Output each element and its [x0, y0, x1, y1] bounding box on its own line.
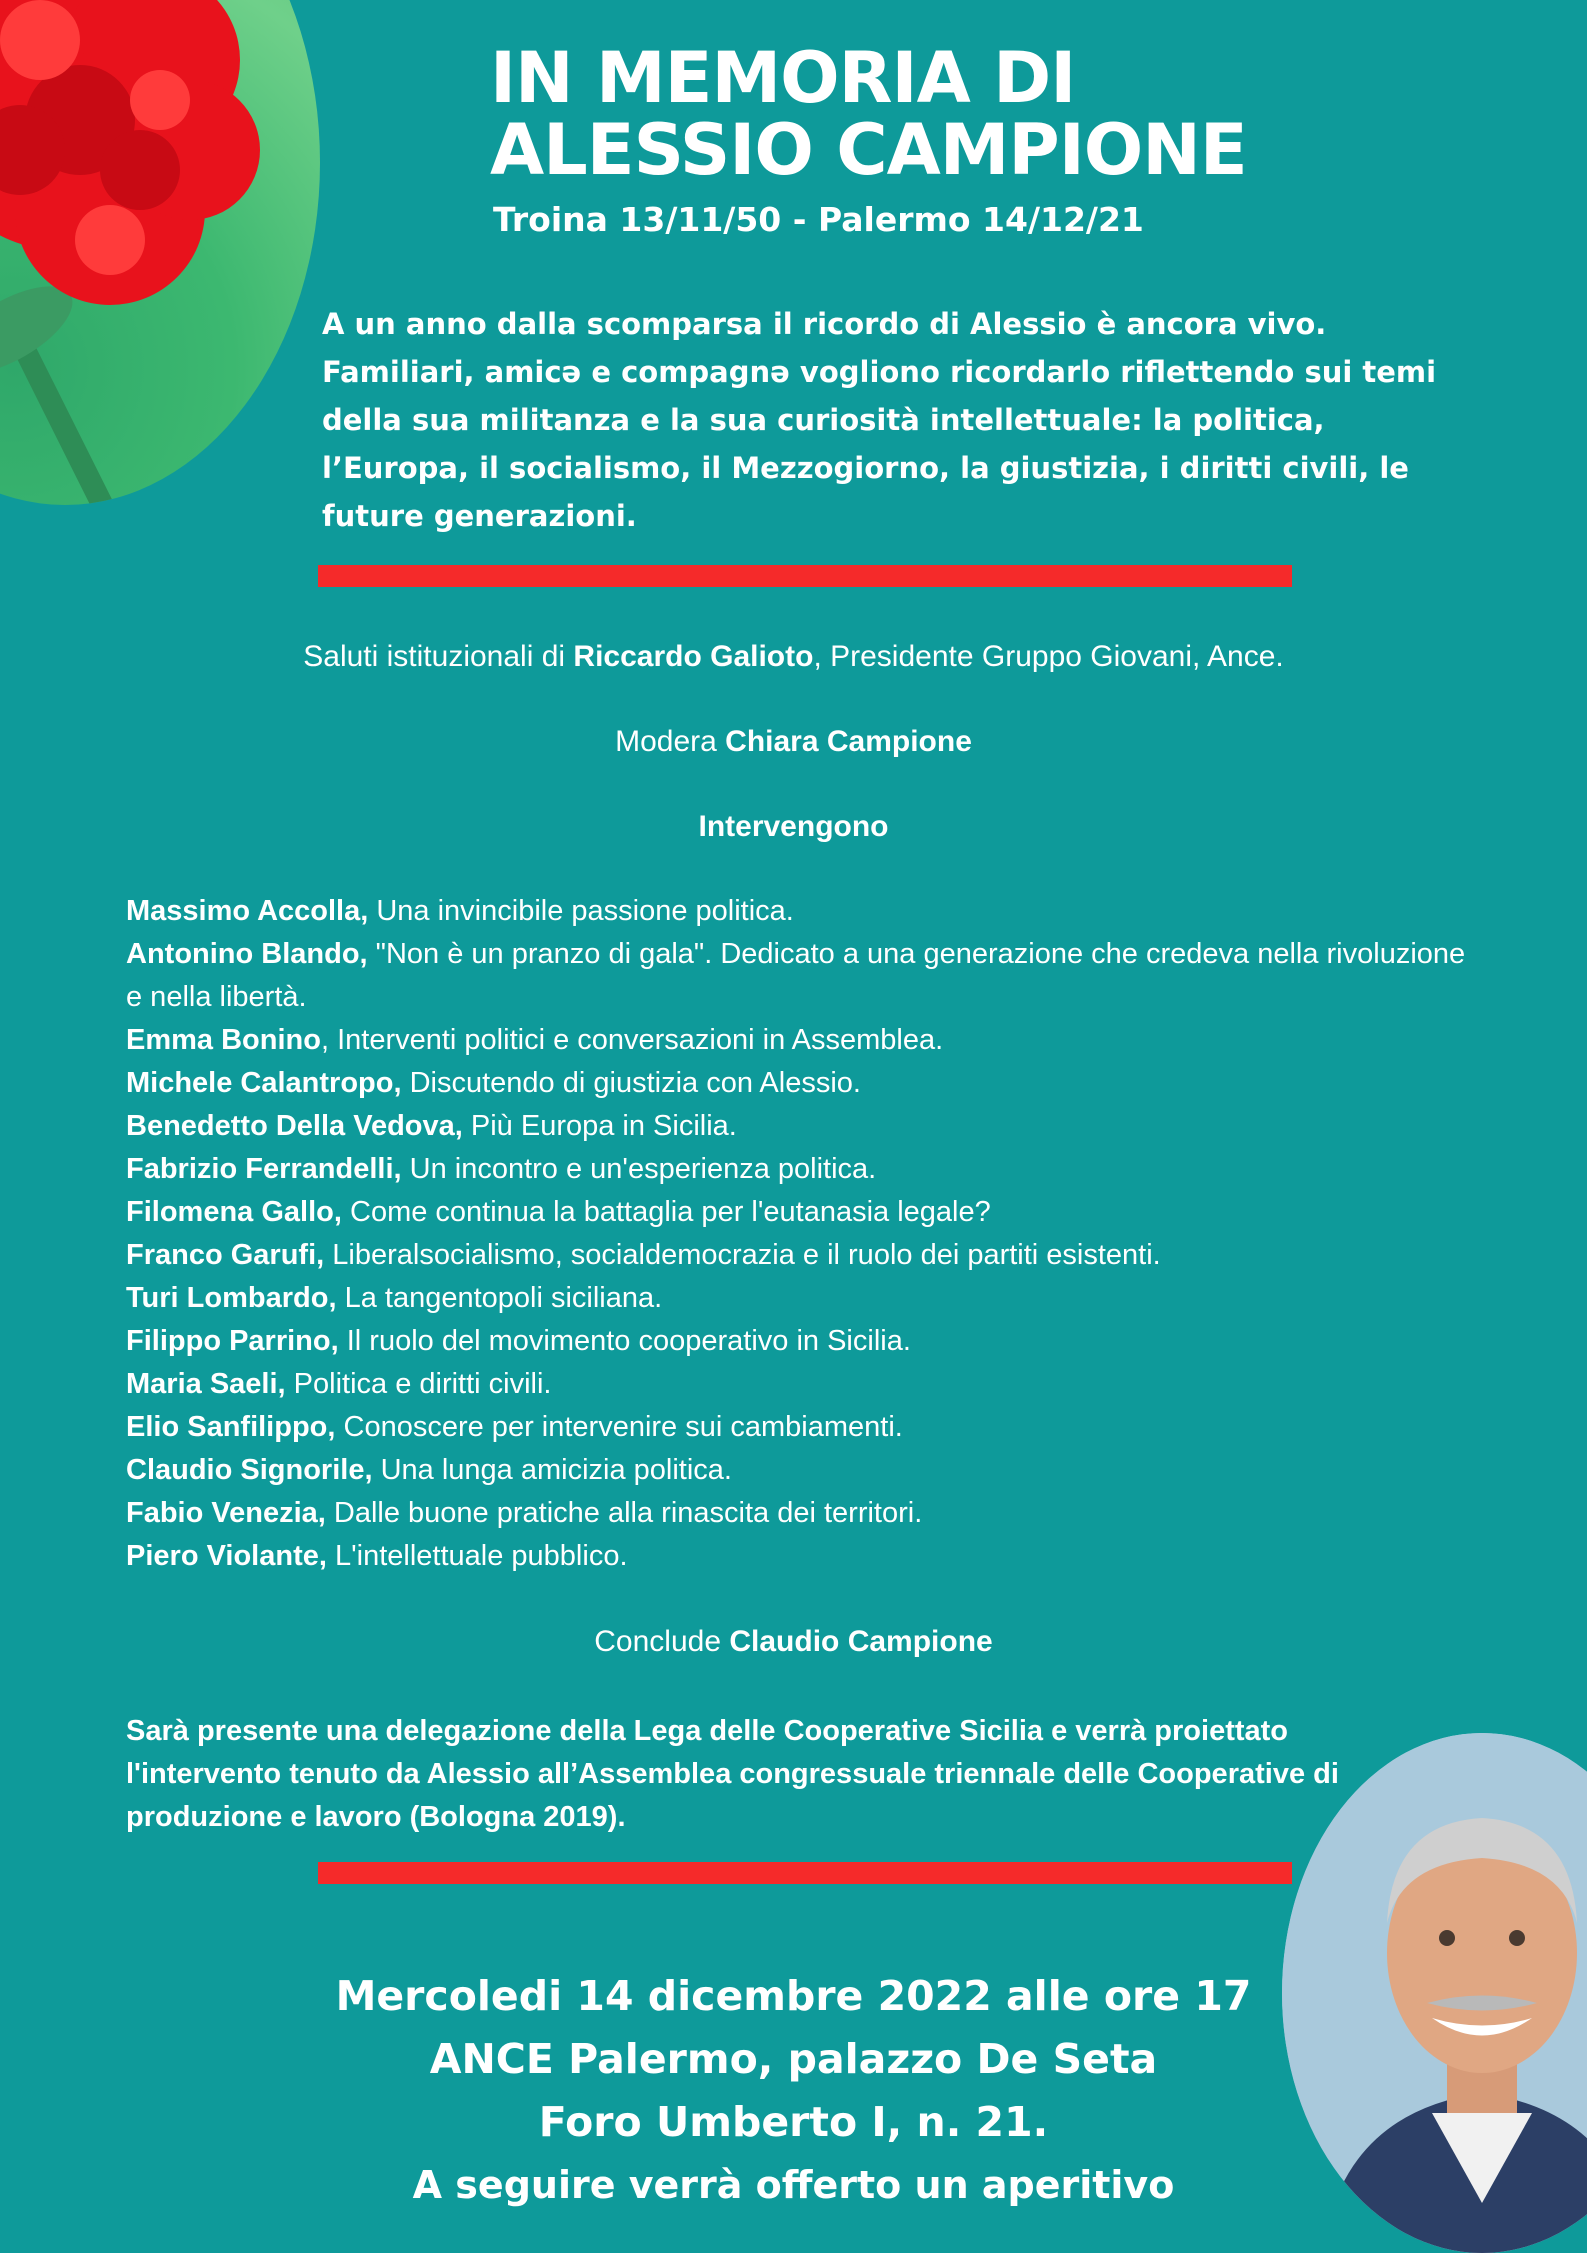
speaker-name: Massimo Accolla,: [126, 895, 369, 927]
life-dates: Troina 13/11/50 - Palermo 14/12/21: [493, 200, 1144, 239]
conclude-prefix: Conclude: [594, 1625, 730, 1658]
speaker-topic: Un incontro e un'esperienza politica.: [401, 1153, 877, 1185]
speaker-row: [126, 1492, 1466, 1535]
speaker-topic: Discutendo di giustizia con Alessio.: [401, 1067, 861, 1099]
event-venue: ANCE Palermo, palazzo De Seta: [429, 2035, 1158, 2083]
speaker-name: Benedetto Della Vedova,: [126, 1110, 463, 1142]
speaker-name: Fabio Venezia,: [126, 1497, 326, 1529]
speaker-name: Antonino Blando,: [126, 938, 368, 970]
modera-prefix: Modera: [615, 725, 726, 758]
carnation-photo: [0, 0, 320, 505]
speaker-topic: Una invincibile passione politica.: [368, 895, 794, 927]
conclude-line: [0, 1625, 1587, 1659]
event-date: Mercoledi 14 dicembre 2022 alle ore 17: [335, 1972, 1252, 2020]
conclude-name: Claudio Campione: [729, 1625, 993, 1658]
speaker-name: Filippo Parrino,: [126, 1325, 339, 1357]
speaker-topic: , Interventi politici e conversazioni in Assemblea.: [320, 1024, 944, 1056]
saluti-prefix: Saluti istituzionali di: [303, 640, 574, 673]
speaker-row: [126, 890, 1466, 933]
speaker-topic: Il ruolo del movimento cooperativo in Sicilia.: [338, 1325, 911, 1357]
speaker-topic: "Non è un pranzo di gala". Dedicato a una generazione che credeva nella rivoluzione e nella libertà.: [126, 938, 1466, 1013]
speaker-topic: Politica e diritti civili.: [285, 1368, 552, 1400]
speaker-row: [126, 1277, 1466, 1320]
speaker-row: [126, 1062, 1466, 1105]
speaker-topic: Dalle buone pratiche alla rinascita dei territori.: [325, 1497, 923, 1529]
speakers-list: [126, 890, 1466, 1578]
speaker-row: [126, 1191, 1466, 1234]
speaker-topic: Una lunga amicizia politica.: [372, 1454, 732, 1486]
speaker-row: [126, 1105, 1466, 1148]
saluti-line: [0, 640, 1587, 674]
speaker-name: Piero Violante,: [126, 1540, 327, 1572]
carnation-illustration: [0, 0, 320, 505]
intro-paragraph: A un anno dalla scomparsa il ricordo di Alessio è ancora vivo. Familiari, amicə e compagnə vogliono ricordarlo riflettendo sui temi della sua militanza e la sua curiosità intellettuale: la politica, l’Europa, il socialismo, il Mezzogiorno, la giustizia, i diritti civili, le future generazioni.: [322, 307, 1437, 533]
modera-name: Chiara Campione: [725, 725, 972, 758]
speaker-topic: Liberalsocialismo, socialdemocrazia e il ruolo dei partiti esistenti.: [324, 1239, 1161, 1271]
speaker-row: [126, 933, 1466, 1019]
saluti-name: Riccardo Galioto: [573, 640, 814, 673]
speaker-row: [126, 1234, 1466, 1277]
speaker-topic: Più Europa in Sicilia.: [462, 1110, 737, 1142]
speaker-row: [126, 1363, 1466, 1406]
red-divider-top: [318, 565, 1292, 587]
speaker-name: Michele Calantropo,: [126, 1067, 402, 1099]
speaker-row: [126, 1406, 1466, 1449]
speaker-name: Franco Garufi,: [126, 1239, 325, 1271]
speaker-name: Fabrizio Ferrandelli,: [126, 1153, 402, 1185]
intervengono-heading: Intervengono: [698, 810, 889, 843]
speaker-row: [126, 1320, 1466, 1363]
event-address: Foro Umberto I, n. 21.: [538, 2098, 1049, 2146]
speaker-topic: Come continua la battaglia per l'eutanasia legale?: [341, 1196, 991, 1228]
title-line-1: IN MEMORIA DI: [490, 37, 1076, 119]
page-title: [490, 37, 1390, 191]
speaker-row: [126, 1019, 1466, 1062]
speaker-name: Maria Saeli,: [126, 1368, 286, 1400]
title-line-2: ALESSIO CAMPIONE: [490, 109, 1247, 191]
speaker-name: Filomena Gallo,: [126, 1196, 342, 1228]
speaker-topic: Conoscere per intervenire sui cambiamenti.: [335, 1411, 903, 1443]
speaker-name: Elio Sanfilippo,: [126, 1411, 336, 1443]
speaker-row: [126, 1535, 1466, 1578]
red-divider-bottom: [318, 1862, 1292, 1884]
speaker-topic: L'intellettuale pubblico.: [326, 1540, 628, 1572]
modera-line: [0, 725, 1587, 759]
speaker-row: [126, 1449, 1466, 1492]
speaker-name: Claudio Signorile,: [126, 1454, 373, 1486]
speaker-name: Turi Lombardo,: [126, 1282, 337, 1314]
speaker-topic: La tangentopoli siciliana.: [336, 1282, 663, 1314]
speaker-name: Emma Bonino: [126, 1024, 321, 1056]
speaker-row: [126, 1148, 1466, 1191]
event-details: [0, 1965, 1587, 2217]
saluti-suffix: , Presidente Gruppo Giovani, Ance.: [813, 640, 1284, 673]
event-note: A seguire verrà offerto un aperitivo: [412, 2163, 1175, 2207]
closing-paragraph: Sarà presente una delegazione della Lega delle Cooperative Sicilia e verrà proiettato l'intervento tenuto da Alessio all’Assemblea congressuale triennale delle Cooperative di produzione e lavoro (Bologna 2019).: [126, 1715, 1339, 1833]
